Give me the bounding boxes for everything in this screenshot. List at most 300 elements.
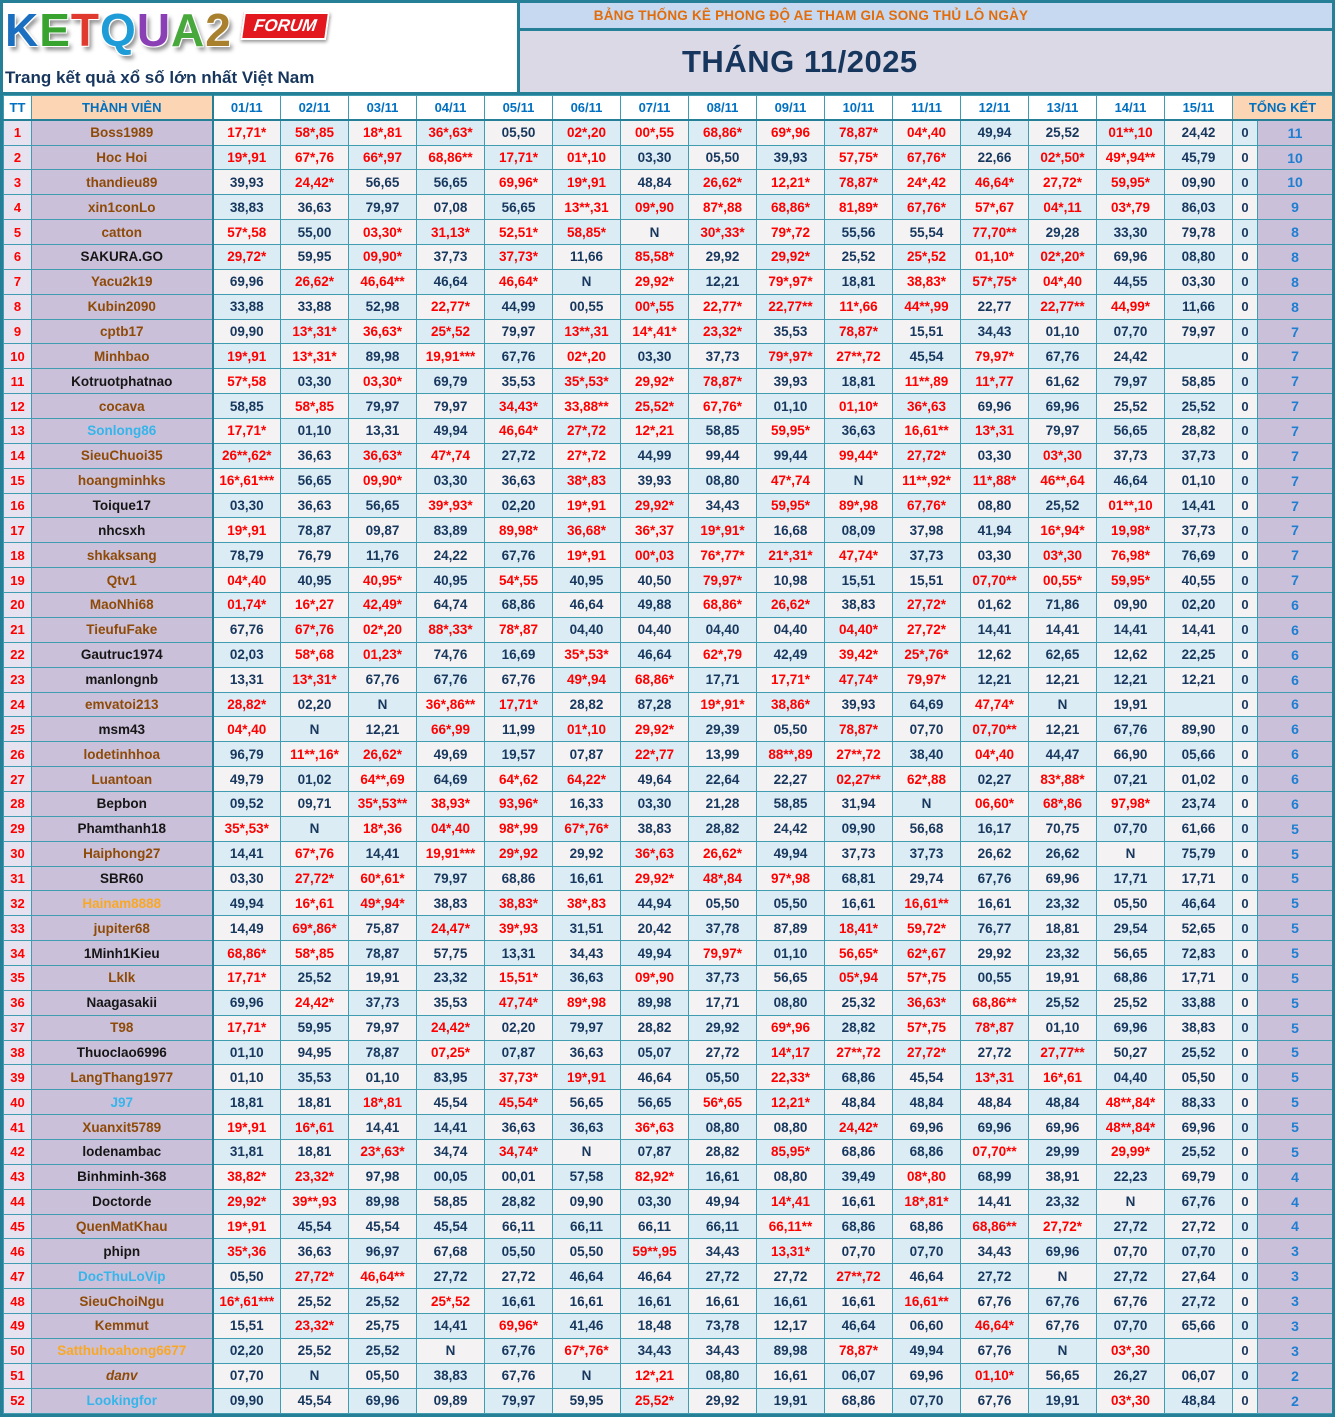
score-cell: N bbox=[281, 1363, 349, 1388]
member-name-cell: hoangminhks bbox=[32, 468, 213, 493]
score-cell: 46,64** bbox=[349, 1264, 417, 1289]
score-cell: 52,98 bbox=[349, 294, 417, 319]
score-cell: 24,42* bbox=[417, 1015, 485, 1040]
score-cell: 56,65 bbox=[485, 195, 553, 220]
score-cell: 16*,61 bbox=[1029, 1065, 1097, 1090]
score-cell: 27*,72 bbox=[553, 443, 621, 468]
rank-cell: 22 bbox=[4, 642, 32, 667]
score-cell: 41,46 bbox=[553, 1313, 621, 1338]
table-row bbox=[4, 593, 1333, 618]
score-cell: 78,87 bbox=[349, 941, 417, 966]
total-cell: 6 bbox=[1258, 742, 1333, 767]
score-cell: 31,94 bbox=[825, 791, 893, 816]
score-cell: 12,21* bbox=[757, 1090, 825, 1115]
table-row bbox=[4, 990, 1333, 1015]
score-cell: 69,96 bbox=[349, 1388, 417, 1413]
score-cell: 38*,83 bbox=[553, 468, 621, 493]
score-cell: 24,42 bbox=[1165, 120, 1233, 146]
score-cell: 02*,20 bbox=[553, 344, 621, 369]
score-cell: 56,65 bbox=[281, 468, 349, 493]
score-cell: 13*,31* bbox=[281, 344, 349, 369]
score-cell: 37,73 bbox=[417, 245, 485, 270]
score-cell: 00,55 bbox=[961, 965, 1029, 990]
zero-cell: 0 bbox=[1233, 1264, 1258, 1289]
score-cell: 59,95 bbox=[281, 245, 349, 270]
score-cell: 75,79 bbox=[1165, 841, 1233, 866]
score-cell: 16,61 bbox=[553, 1289, 621, 1314]
total-cell: 5 bbox=[1258, 1040, 1333, 1065]
score-cell: 89*,98 bbox=[825, 493, 893, 518]
score-cell: 00,55* bbox=[1029, 568, 1097, 593]
score-cell: 07,70 bbox=[1165, 1239, 1233, 1264]
score-cell: 67,76 bbox=[1097, 717, 1165, 742]
score-cell: 08,80 bbox=[689, 468, 757, 493]
score-cell: 66*,99 bbox=[417, 717, 485, 742]
score-cell: 19,91 bbox=[1097, 692, 1165, 717]
score-cell: 39,93 bbox=[621, 468, 689, 493]
score-cell: 19,91 bbox=[757, 1388, 825, 1413]
score-cell: 07,87 bbox=[553, 742, 621, 767]
score-cell: 36,63 bbox=[281, 1239, 349, 1264]
rank-cell: 6 bbox=[4, 245, 32, 270]
rank-cell: 37 bbox=[4, 1015, 32, 1040]
zero-cell: 0 bbox=[1233, 667, 1258, 692]
score-cell: 05,50 bbox=[213, 1264, 281, 1289]
score-cell: 67,76 bbox=[1097, 1289, 1165, 1314]
score-cell: 33,88** bbox=[553, 394, 621, 419]
score-cell: 46,64 bbox=[621, 1264, 689, 1289]
score-cell: 15,51 bbox=[893, 568, 961, 593]
page-header bbox=[3, 3, 1332, 95]
score-cell: 27,72 bbox=[1165, 1214, 1233, 1239]
score-cell: 16,61 bbox=[689, 1164, 757, 1189]
score-cell: 67*,76 bbox=[281, 841, 349, 866]
score-cell: 28,82 bbox=[485, 1189, 553, 1214]
score-cell: 52,65 bbox=[1165, 916, 1233, 941]
score-cell: 79,97 bbox=[1029, 419, 1097, 444]
score-cell: 11,66 bbox=[1165, 294, 1233, 319]
score-cell: 64,69 bbox=[417, 767, 485, 792]
rank-cell: 42 bbox=[4, 1139, 32, 1164]
score-cell: 27**,72 bbox=[825, 344, 893, 369]
score-cell: 78*,87 bbox=[485, 617, 553, 642]
total-cell: 6 bbox=[1258, 617, 1333, 642]
score-cell: 97,98* bbox=[1097, 791, 1165, 816]
score-cell: 16,61 bbox=[961, 891, 1029, 916]
score-cell: 83,95 bbox=[417, 1065, 485, 1090]
score-cell: 29,92 bbox=[689, 1015, 757, 1040]
score-cell: 52,51* bbox=[485, 220, 553, 245]
total-cell: 7 bbox=[1258, 419, 1333, 444]
score-cell: 57*,75 bbox=[893, 1015, 961, 1040]
score-cell: 28,82 bbox=[689, 816, 757, 841]
rank-cell: 21 bbox=[4, 617, 32, 642]
score-cell: N bbox=[1029, 692, 1097, 717]
table-row bbox=[4, 791, 1333, 816]
rank-cell: 28 bbox=[4, 791, 32, 816]
member-name-cell: xin1conLo bbox=[32, 195, 213, 220]
score-cell: 09,90 bbox=[1165, 170, 1233, 195]
member-name-cell: LangThang1977 bbox=[32, 1065, 213, 1090]
score-cell: 17,71* bbox=[213, 1015, 281, 1040]
score-cell: 27,72 bbox=[757, 1264, 825, 1289]
score-cell: 18,81 bbox=[825, 369, 893, 394]
score-cell: 89,98 bbox=[349, 344, 417, 369]
score-cell: 99,44 bbox=[689, 443, 757, 468]
score-cell: 05,50 bbox=[349, 1363, 417, 1388]
score-cell: 47*,74 bbox=[417, 443, 485, 468]
score-cell: 46,64 bbox=[893, 1264, 961, 1289]
table-row bbox=[4, 866, 1333, 891]
table-row bbox=[4, 816, 1333, 841]
table-row bbox=[4, 195, 1333, 220]
score-cell: 67,68 bbox=[417, 1239, 485, 1264]
score-cell: 67,76 bbox=[1029, 1289, 1097, 1314]
score-cell: 24*,42 bbox=[893, 170, 961, 195]
score-cell: 79,97 bbox=[417, 394, 485, 419]
member-name-cell: Yacu2k19 bbox=[32, 269, 213, 294]
score-cell: 16,68 bbox=[757, 518, 825, 543]
table-row bbox=[4, 692, 1333, 717]
zero-cell: 0 bbox=[1233, 269, 1258, 294]
member-name-cell: Satthuhoahong6677 bbox=[32, 1338, 213, 1363]
score-cell: 02,20 bbox=[485, 1015, 553, 1040]
table-row bbox=[4, 394, 1333, 419]
member-name-cell: DocThuLoVip bbox=[32, 1264, 213, 1289]
member-name-cell: cptb17 bbox=[32, 319, 213, 344]
score-cell: 64,74 bbox=[417, 593, 485, 618]
logo-letter: E bbox=[39, 4, 71, 56]
score-cell: 56*,65 bbox=[689, 1090, 757, 1115]
score-cell: 27,72* bbox=[893, 443, 961, 468]
rank-cell: 32 bbox=[4, 891, 32, 916]
score-cell: 14,41 bbox=[417, 1115, 485, 1140]
score-cell: 46,64 bbox=[1165, 891, 1233, 916]
total-cell: 10 bbox=[1258, 170, 1333, 195]
score-cell: 67,76 bbox=[485, 543, 553, 568]
score-cell: 71,86 bbox=[1029, 593, 1097, 618]
score-cell: 16*,61*** bbox=[213, 468, 281, 493]
score-cell: 79,97* bbox=[689, 941, 757, 966]
score-cell: 47,74* bbox=[825, 543, 893, 568]
score-cell: 19*,91* bbox=[689, 692, 757, 717]
score-cell: 67,76* bbox=[893, 195, 961, 220]
score-cell: 36,63 bbox=[553, 965, 621, 990]
col-header-date: 01/11 bbox=[213, 96, 281, 120]
zero-cell: 0 bbox=[1233, 518, 1258, 543]
score-cell: 17,71 bbox=[1165, 965, 1233, 990]
score-cell: 08*,80 bbox=[893, 1164, 961, 1189]
score-cell: 12,21* bbox=[757, 170, 825, 195]
score-cell: 56,65 bbox=[621, 1090, 689, 1115]
score-cell: 37,73 bbox=[893, 841, 961, 866]
total-cell: 2 bbox=[1258, 1388, 1333, 1413]
score-cell: 03*,30 bbox=[1029, 543, 1097, 568]
score-cell: N bbox=[893, 791, 961, 816]
member-name-cell: Doctorde bbox=[32, 1189, 213, 1214]
member-name-cell: shkaksang bbox=[32, 543, 213, 568]
score-cell: 09,90* bbox=[349, 468, 417, 493]
member-name-cell: T98 bbox=[32, 1015, 213, 1040]
score-cell: 68,86 bbox=[893, 1214, 961, 1239]
score-cell: 87*,88 bbox=[689, 195, 757, 220]
score-cell: 35*,53* bbox=[553, 369, 621, 394]
rank-cell: 43 bbox=[4, 1164, 32, 1189]
score-cell: 29,92* bbox=[621, 717, 689, 742]
member-name-cell: SieuChuoi35 bbox=[32, 443, 213, 468]
score-cell: 17,71* bbox=[485, 692, 553, 717]
table-row bbox=[4, 742, 1333, 767]
score-cell: 25,52 bbox=[825, 245, 893, 270]
logo-letter: K bbox=[5, 4, 40, 56]
score-cell: 47,74* bbox=[961, 692, 1029, 717]
score-cell: 01,10 bbox=[281, 419, 349, 444]
score-cell: 08,80 bbox=[757, 1164, 825, 1189]
zero-cell: 0 bbox=[1233, 1164, 1258, 1189]
score-cell: 01,02 bbox=[1165, 767, 1233, 792]
score-cell: 11**,89 bbox=[893, 369, 961, 394]
score-cell: 29,72* bbox=[213, 245, 281, 270]
score-cell: 04,40 bbox=[621, 617, 689, 642]
score-cell: 05,66 bbox=[1165, 742, 1233, 767]
rank-cell: 41 bbox=[4, 1115, 32, 1140]
score-cell: N bbox=[553, 1139, 621, 1164]
score-cell: 67,76 bbox=[485, 344, 553, 369]
score-cell: 02,03 bbox=[213, 642, 281, 667]
score-cell: 25,52 bbox=[281, 1338, 349, 1363]
score-cell: 25*,52 bbox=[417, 1289, 485, 1314]
score-cell: 36,68* bbox=[553, 518, 621, 543]
score-cell: 22,64 bbox=[689, 767, 757, 792]
col-header-date: 02/11 bbox=[281, 96, 349, 120]
rank-cell: 46 bbox=[4, 1239, 32, 1264]
score-cell: 01,74* bbox=[213, 593, 281, 618]
score-cell: 66,11** bbox=[757, 1214, 825, 1239]
zero-cell: 0 bbox=[1233, 642, 1258, 667]
score-cell: 46,64** bbox=[349, 269, 417, 294]
member-name-cell: Binhminh-368 bbox=[32, 1164, 213, 1189]
member-name-cell: Qtv1 bbox=[32, 568, 213, 593]
header-right bbox=[520, 3, 1332, 92]
score-cell: 29,92* bbox=[621, 369, 689, 394]
score-cell: 24,42* bbox=[281, 170, 349, 195]
score-cell: 11**,16* bbox=[281, 742, 349, 767]
score-cell: 29,54 bbox=[1097, 916, 1165, 941]
logo-letter: Q bbox=[100, 4, 137, 56]
score-cell: 29,92 bbox=[961, 941, 1029, 966]
score-cell: 26,62* bbox=[689, 170, 757, 195]
score-cell: 67,76 bbox=[1165, 1189, 1233, 1214]
score-cell: 13,31* bbox=[757, 1239, 825, 1264]
zero-cell: 0 bbox=[1233, 941, 1258, 966]
score-cell: 81,89* bbox=[825, 195, 893, 220]
score-cell: 01*,10 bbox=[553, 145, 621, 170]
score-cell: 00*,55 bbox=[621, 120, 689, 146]
score-cell: 36,63 bbox=[485, 468, 553, 493]
score-cell: 00,55 bbox=[553, 294, 621, 319]
score-cell: 69,96 bbox=[893, 1363, 961, 1388]
score-cell: 04*,40 bbox=[1029, 269, 1097, 294]
total-cell: 3 bbox=[1258, 1313, 1333, 1338]
score-cell: 78,87* bbox=[825, 1338, 893, 1363]
score-cell: 16,17 bbox=[961, 816, 1029, 841]
score-cell: 22,77* bbox=[417, 294, 485, 319]
score-cell: 00*,55 bbox=[621, 294, 689, 319]
score-cell: 01,10 bbox=[757, 941, 825, 966]
score-cell: 03,30 bbox=[621, 344, 689, 369]
rank-cell: 34 bbox=[4, 941, 32, 966]
score-cell: 25,52 bbox=[281, 965, 349, 990]
member-name-cell: Luantoan bbox=[32, 767, 213, 792]
score-cell: 38,83 bbox=[213, 195, 281, 220]
score-cell: 14,41 bbox=[961, 1189, 1029, 1214]
score-cell: 12*,21 bbox=[621, 1363, 689, 1388]
score-cell: 28,82* bbox=[213, 692, 281, 717]
total-cell: 7 bbox=[1258, 394, 1333, 419]
score-cell: 69,96 bbox=[1165, 1115, 1233, 1140]
score-cell: 61,62 bbox=[1029, 369, 1097, 394]
score-cell: 68,86** bbox=[961, 990, 1029, 1015]
member-name-cell: thandieu89 bbox=[32, 170, 213, 195]
rank-cell: 9 bbox=[4, 319, 32, 344]
score-cell: 09,90* bbox=[349, 245, 417, 270]
score-cell: 39,93 bbox=[213, 170, 281, 195]
zero-cell: 0 bbox=[1233, 1115, 1258, 1140]
score-cell: 46,64 bbox=[417, 269, 485, 294]
score-cell: 07,25* bbox=[417, 1040, 485, 1065]
score-cell: 46,64* bbox=[485, 269, 553, 294]
rank-cell: 2 bbox=[4, 145, 32, 170]
member-name-cell: lodetinhhoa bbox=[32, 742, 213, 767]
rank-cell: 4 bbox=[4, 195, 32, 220]
score-cell: 58,85 bbox=[1165, 369, 1233, 394]
score-cell: 36*,63* bbox=[417, 120, 485, 146]
score-cell: 45,54 bbox=[417, 1214, 485, 1239]
score-cell: 11*,66 bbox=[825, 294, 893, 319]
table-row bbox=[4, 1363, 1333, 1388]
score-cell: 46,64 bbox=[1097, 468, 1165, 493]
score-cell: 39,93 bbox=[825, 692, 893, 717]
score-cell: 05,50 bbox=[689, 1065, 757, 1090]
table-row bbox=[4, 269, 1333, 294]
score-cell: 29,99* bbox=[1097, 1139, 1165, 1164]
member-name-cell: Minhbao bbox=[32, 344, 213, 369]
table-row bbox=[4, 170, 1333, 195]
score-cell: 25,52 bbox=[281, 1289, 349, 1314]
score-cell: 39,42* bbox=[825, 642, 893, 667]
score-cell: 02*,20 bbox=[553, 120, 621, 146]
score-cell: 45,54 bbox=[281, 1214, 349, 1239]
score-cell: 01,10 bbox=[1029, 1015, 1097, 1040]
score-cell: 27,72 bbox=[1097, 1214, 1165, 1239]
stats-table bbox=[3, 95, 1333, 1414]
score-cell: 78,87* bbox=[825, 319, 893, 344]
score-cell: 08,80 bbox=[961, 493, 1029, 518]
score-cell: 05,50 bbox=[485, 1239, 553, 1264]
score-cell: 58*,85 bbox=[281, 941, 349, 966]
score-cell: 57*,67 bbox=[961, 195, 1029, 220]
score-cell: N bbox=[1029, 1338, 1097, 1363]
score-cell: 18,81 bbox=[1029, 916, 1097, 941]
score-cell: 04,40 bbox=[553, 617, 621, 642]
score-cell: 17,71 bbox=[689, 667, 757, 692]
score-cell: 14,49 bbox=[213, 916, 281, 941]
total-cell: 6 bbox=[1258, 593, 1333, 618]
score-cell: 97*,98 bbox=[757, 866, 825, 891]
score-cell: 57*,58 bbox=[213, 369, 281, 394]
score-cell: 49*,94* bbox=[349, 891, 417, 916]
score-cell: 67,76 bbox=[1029, 344, 1097, 369]
score-cell: 03,30* bbox=[349, 369, 417, 394]
score-cell: 12,21 bbox=[1029, 717, 1097, 742]
score-cell: 76*,77* bbox=[689, 543, 757, 568]
score-cell: 13**,31 bbox=[553, 319, 621, 344]
table-row bbox=[4, 1090, 1333, 1115]
score-cell: 67,76* bbox=[893, 145, 961, 170]
total-cell: 7 bbox=[1258, 344, 1333, 369]
score-cell: 34,74* bbox=[485, 1139, 553, 1164]
member-name-cell: Kubin2090 bbox=[32, 294, 213, 319]
rank-cell: 12 bbox=[4, 394, 32, 419]
table-row bbox=[4, 642, 1333, 667]
score-cell: 31,13* bbox=[417, 220, 485, 245]
rank-cell: 40 bbox=[4, 1090, 32, 1115]
score-cell: 28,82 bbox=[689, 1139, 757, 1164]
zero-cell: 0 bbox=[1233, 1388, 1258, 1413]
table-row bbox=[4, 1189, 1333, 1214]
score-cell: 19,57 bbox=[485, 742, 553, 767]
score-cell: 22,23 bbox=[1097, 1164, 1165, 1189]
score-cell: 27,72* bbox=[1029, 170, 1097, 195]
score-cell: 66*,97 bbox=[349, 145, 417, 170]
score-cell: 19*,91 bbox=[213, 1214, 281, 1239]
score-cell: 19*,91 bbox=[553, 170, 621, 195]
score-cell: 34,43 bbox=[961, 1239, 1029, 1264]
stats-tbody bbox=[4, 120, 1333, 1414]
score-cell: 01,10* bbox=[961, 245, 1029, 270]
score-cell: 04*,40 bbox=[961, 742, 1029, 767]
total-cell: 5 bbox=[1258, 1015, 1333, 1040]
score-cell: 16,61** bbox=[893, 891, 961, 916]
score-cell: 13*,31 bbox=[961, 419, 1029, 444]
score-cell: 68,86** bbox=[961, 1214, 1029, 1239]
score-cell: 39,49 bbox=[825, 1164, 893, 1189]
score-cell: 19,91 bbox=[349, 965, 417, 990]
score-cell: 49,88 bbox=[621, 593, 689, 618]
score-cell: 24,42* bbox=[825, 1115, 893, 1140]
rank-cell: 16 bbox=[4, 493, 32, 518]
score-cell: 03*,79 bbox=[1097, 195, 1165, 220]
score-cell: 23,32* bbox=[281, 1313, 349, 1338]
total-cell: 5 bbox=[1258, 841, 1333, 866]
zero-cell: 0 bbox=[1233, 245, 1258, 270]
score-cell: 08,80 bbox=[1165, 245, 1233, 270]
score-cell: 27,72 bbox=[1097, 1264, 1165, 1289]
score-cell: 35*,53* bbox=[553, 642, 621, 667]
score-cell: 38,83* bbox=[893, 269, 961, 294]
score-cell: 44,47 bbox=[1029, 742, 1097, 767]
score-cell: 09*,90 bbox=[621, 195, 689, 220]
score-cell: 76,79 bbox=[281, 543, 349, 568]
score-cell: 34,43 bbox=[553, 941, 621, 966]
score-cell: 36*,63 bbox=[621, 841, 689, 866]
score-cell: 40,50 bbox=[621, 568, 689, 593]
score-cell: 01*,10 bbox=[553, 717, 621, 742]
score-cell: 20,42 bbox=[621, 916, 689, 941]
score-cell: 36*,86** bbox=[417, 692, 485, 717]
banner-title: BẢNG THỐNG KÊ PHONG ĐỘ AE THAM GIA SONG THỦ LÔ NGÀY bbox=[520, 3, 1332, 31]
score-cell: 22,77** bbox=[757, 294, 825, 319]
